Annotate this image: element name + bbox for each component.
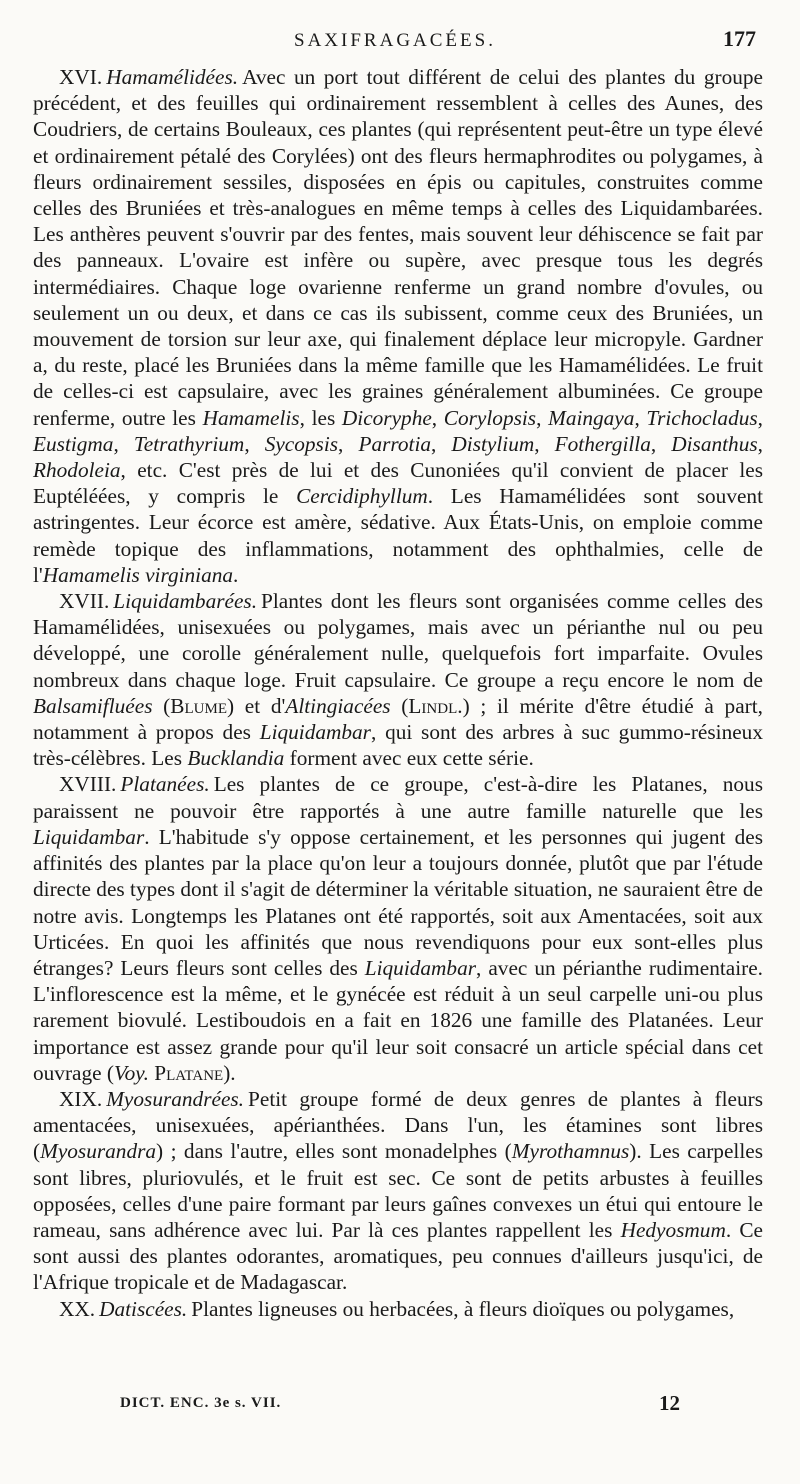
- author-citation: Blume: [170, 693, 227, 718]
- taxon-name: Hamamelis: [202, 405, 300, 430]
- section-paragraph: [33, 771, 763, 1085]
- text-run: Avec un port tout différent de celui des plantes du groupe précédent, et des feuilles qui ordinairement ressemblent à celles des Aunes, des Coudriers, de certains Bouleaux, ces plantes (qui représentent peut-être un type élevé et ordinairement pétalé des Corylées) ont des fleurs hermaphrodites ou polygames, à fleurs ordinairement sessiles, disposées en épis ou capitules, construites comme celles des Bruniées et très-analogues en même temps à celles des Liquidambarées. Les anthères peuvent s'ouvrir par des fentes, mais souvent leur déhiscence se fait par des panneaux. L'ovaire est infère ou supère, avec presque tous les degrés intermédiaires. Chaque loge ovarienne renferme un grand nombre d'ovules, ou seulement un ou deux, et dans ce cas ils subissent, comme ceux des Bruniées, un mouvement de torsion sur leur axe, qui finalement déplace leur micropyle. Gardner a, du reste, placé les Bruniées dans la même famille que les Hamamélidées. Le fruit de celles-ci est capsulaire, avec les graines généralement albuminées. Ce groupe renferme, outre les: [33, 65, 763, 430]
- taxon-name: Myosurandra: [40, 1139, 157, 1164]
- text-run: , avec un périanthe rudimentaire. L'inflorescence est la même, et le gynécée est réduit à un seul carpelle uni-ou plus rarement biovulé. Lestiboudois en a fait en 1826 une famille des Platanées. Leur importance est assez grande pour qu'il leur soit consacré un article spécial dans cet ouvrage (: [33, 955, 764, 1085]
- taxon-name: Dicoryphe: [341, 405, 432, 430]
- author-citation: Platane: [154, 1060, 224, 1085]
- running-header: [34, 24, 756, 54]
- section-paragraph: [33, 1086, 763, 1296]
- text-run: ,: [431, 431, 452, 456]
- text-run: ) ; il mérite d'être étudié à part, notamment à propos des: [33, 693, 763, 745]
- taxon-name: Hedyosmum: [620, 1217, 726, 1242]
- taxon-name: Sycopsis: [264, 431, 339, 456]
- section-paragraph: [33, 1296, 763, 1322]
- section-heading: Datiscées.: [99, 1296, 188, 1321]
- text-run: . Les Hamamélidées sont souvent astringentes. Leur écorce est amère, sédative. Aux États-Unis, on emploie comme remède topique des inflammations, notamment des ophthalmies, celle de l': [33, 484, 763, 587]
- text-run: ,: [338, 431, 359, 456]
- section-number: XVIII.: [59, 772, 117, 797]
- text-run: ) ; dans l'autre, elles sont monadelphes (: [156, 1139, 512, 1164]
- text-run: ,: [650, 431, 672, 456]
- text-run: , les: [299, 405, 342, 430]
- taxon-name: Trichocladus: [646, 405, 758, 430]
- text-run: ,: [534, 431, 555, 456]
- text-run: ,: [431, 405, 444, 430]
- signature-mark: DICT. ENC. 3e s. VII.: [120, 1395, 282, 1411]
- text-run: .: [233, 562, 239, 587]
- text-run: Plantes ligneuses ou herbacées, à fleurs dioïques ou polygames,: [191, 1296, 735, 1321]
- section-heading: Liquidambarées.: [113, 589, 258, 614]
- text-run: forment avec eux cette série.: [284, 746, 534, 771]
- text-run: ,: [757, 431, 763, 456]
- taxon-name: Voy.: [114, 1060, 149, 1085]
- taxon-name: Balsamifluées: [33, 693, 153, 718]
- body-text: [33, 64, 763, 1322]
- taxon-name: Hamamelis virginiana: [42, 562, 234, 587]
- signature-number: 12: [659, 1391, 680, 1415]
- taxon-name: Parrotia: [358, 431, 432, 456]
- page-number: 177: [723, 26, 756, 51]
- author-citation: Lindl.: [408, 693, 463, 718]
- taxon-name: Altingiacées: [285, 693, 391, 718]
- section-paragraph: [33, 64, 763, 588]
- page-footer: [120, 1391, 680, 1421]
- text-run: ,: [536, 405, 549, 430]
- taxon-name: Cercidiphyllum: [296, 484, 428, 509]
- taxon-name: Bucklandia: [187, 746, 285, 771]
- section-heading: Hamamélidées.: [106, 65, 239, 89]
- taxon-name: Liquidambar: [364, 955, 477, 980]
- taxon-name: Myrothamnus: [511, 1139, 630, 1164]
- text-run: ,: [634, 405, 647, 430]
- taxon-name: Eustigma: [33, 431, 114, 456]
- text-run: (: [390, 693, 409, 718]
- section-number: XIX.: [59, 1086, 103, 1111]
- text-run: , etc. C'est près de lui et des Cunoniées qu'il convient de placer les Euptéléées, y compris le: [33, 458, 763, 509]
- taxon-name: Distylium: [451, 431, 535, 456]
- running-title: SAXIFRAGACÉES.: [294, 30, 496, 51]
- text-run: ).: [223, 1060, 236, 1085]
- text-run: Les plantes de ce groupe, c'est-à-dire les Platanes, nous paraissent ne pouvoir être rapportés à une autre famille naturelle que les: [33, 772, 763, 823]
- section-number: XX.: [59, 1296, 96, 1321]
- text-run: . Ce sont aussi des plantes odorantes, aromatiques, peu connues d'ailleurs jusqu'ici, de l'Afrique tropicale et de Madagascar.: [33, 1217, 763, 1295]
- section-heading: Myosurandrées.: [106, 1086, 245, 1111]
- section-heading: Platanées.: [120, 772, 210, 797]
- text-run: (: [152, 693, 171, 718]
- text-run: . L'habitude s'y oppose certainement, et les personnes qui jugent des affinités des plantes par la place qu'on leur a toujours donnée, plutôt que par l'étude directe des types dont il s'agit de déterminer la véritable situation, ne sauraient être de notre avis. Longtemps les Platanes ont été rapportés, soit aux Amentacées, soit aux Urticées. En quoi les affinités que nous revendiquons pour eux sont-elles plus étranges? Leurs fleurs sont celles des: [33, 824, 763, 980]
- text-run: ,: [113, 431, 134, 456]
- taxon-name: Liquidambar: [33, 824, 145, 849]
- section-number: XVII.: [59, 589, 110, 614]
- taxon-name: Tetrathyrium: [133, 431, 245, 456]
- text-run: ). Les carpelles sont libres, pluriovulés, et le fruit est sec. Ce sont de petits arbustes à feuilles opposées, celles d'une paire formant par leurs gaînes convexes un étui qui entoure le rameau, sans adhérence avec lui. Par là ces plantes rappellent les: [33, 1139, 763, 1242]
- text-run: , qui sont des arbres à suc gummo-résineux très-célèbres. Les: [33, 720, 763, 771]
- text-run: Plantes dont les fleurs sont organisées comme celles des Hamamélidées, unisexuées ou polygames, mais avec un périanthe nul ou peu développé, une corolle généralement nulle, quelquefois fort imparfaite. Ovules nombreux dans chaque loge. Fruit capsulaire. Ce groupe a reçu encore le nom de: [33, 589, 763, 692]
- text-run: ) et d': [226, 693, 286, 718]
- taxon-name: Rhodoleia: [33, 458, 121, 483]
- text-run: ,: [244, 431, 265, 456]
- taxon-name: Disanthus: [671, 431, 758, 456]
- taxon-name: Corylopsis: [443, 405, 537, 430]
- text-run: ,: [757, 405, 763, 430]
- taxon-name: Fothergilla: [554, 431, 651, 456]
- section-paragraph: [33, 588, 763, 771]
- section-number: XVI.: [59, 65, 103, 89]
- text-run: Petit groupe formé de deux genres de plantes à fleurs amentacées, unisexuées, apérianthées. Dans l'un, les étamines sont libres (: [33, 1086, 763, 1164]
- taxon-name: Liquidambar: [259, 720, 371, 745]
- taxon-name: Maingaya: [548, 405, 635, 430]
